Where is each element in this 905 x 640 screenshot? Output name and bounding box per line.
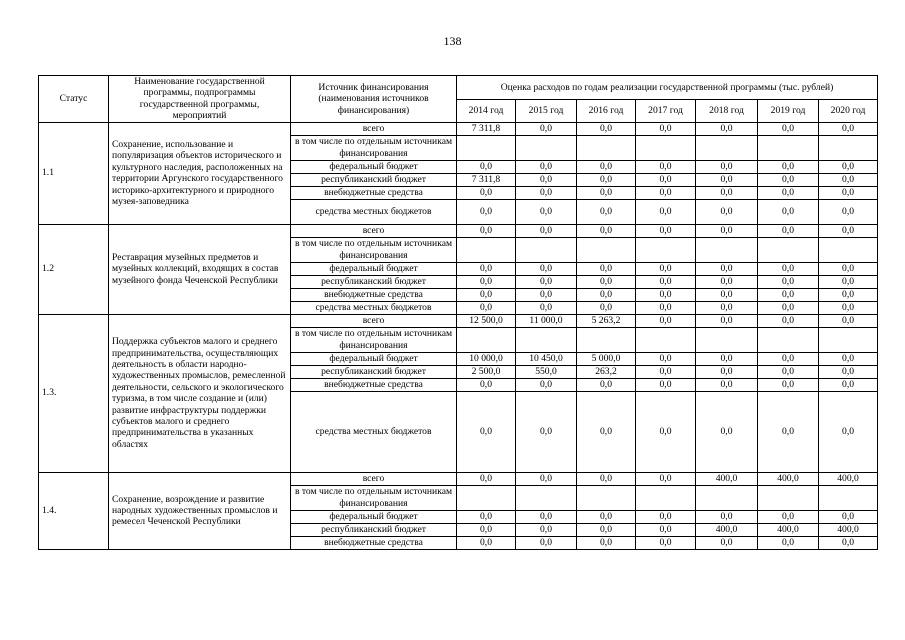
funding-source-cell: средства местных бюджетов [291,301,457,314]
funding-source-cell: внебюджетные средства [291,288,457,301]
value-cell: 0,0 [636,224,696,237]
funding-source-cell: средства местных бюджетов [291,391,457,472]
table-row [39,472,878,485]
value-cell: 0,0 [577,186,636,199]
value-cell [516,237,577,262]
value-cell: 0,0 [758,122,819,135]
value-cell: 0,0 [758,378,819,391]
value-cell: 5 000,0 [577,352,636,365]
value-cell: 0,0 [758,391,819,472]
value-cell: 400,0 [758,472,819,485]
value-cell: 0,0 [636,391,696,472]
value-cell: 0,0 [516,523,577,536]
value-cell: 400,0 [758,523,819,536]
value-cell: 0,0 [819,173,878,186]
value-cell: 0,0 [516,301,577,314]
header-year: 2015 год [516,99,577,122]
page-number: 138 [443,34,462,48]
value-cell: 0,0 [696,224,758,237]
value-cell: 0,0 [516,160,577,173]
value-cell: 0,0 [516,378,577,391]
header-year: 2020 год [819,99,878,122]
value-cell: 0,0 [516,199,577,224]
header-year: 2019 год [758,99,819,122]
program-name-cell: Сохранение, возрождение и развитие народных художественных промыслов и ремесел Чеченской Республики [109,472,291,549]
header-estimate: Оценка расходов по годам реализации государственной программы (тыс. рублей) [457,76,878,100]
value-cell: 10 000,0 [457,352,516,365]
value-cell: 0,0 [696,378,758,391]
value-cell: 0,0 [516,391,577,472]
value-cell [577,485,636,510]
funding-source-cell: в том числе по отдельным источникам финансирования [291,135,457,160]
value-cell [696,237,758,262]
table-body [39,122,878,549]
value-cell: 0,0 [758,510,819,523]
value-cell: 0,0 [636,160,696,173]
funding-source-cell: всего [291,314,457,327]
value-cell [577,237,636,262]
value-cell: 0,0 [577,391,636,472]
status-cell: 1.4. [39,472,109,549]
value-cell: 0,0 [819,186,878,199]
value-cell: 0,0 [577,199,636,224]
value-cell [457,485,516,510]
value-cell: 0,0 [758,262,819,275]
value-cell [758,485,819,510]
value-cell: 0,0 [577,536,636,549]
value-cell: 0,0 [819,365,878,378]
value-cell: 0,0 [516,224,577,237]
value-cell: 0,0 [636,352,696,365]
value-cell [696,485,758,510]
value-cell: 0,0 [819,301,878,314]
value-cell: 0,0 [758,199,819,224]
value-cell: 0,0 [457,186,516,199]
value-cell: 0,0 [758,288,819,301]
funding-source-cell: внебюджетные средства [291,186,457,199]
value-cell: 0,0 [457,472,516,485]
value-cell: 0,0 [696,186,758,199]
value-cell: 0,0 [516,510,577,523]
value-cell: 0,0 [696,536,758,549]
value-cell: 0,0 [636,262,696,275]
value-cell: 0,0 [636,199,696,224]
value-cell: 7 311,8 [457,173,516,186]
value-cell [577,327,636,352]
value-cell: 5 263,2 [577,314,636,327]
funding-source-cell: средства местных бюджетов [291,199,457,224]
value-cell: 0,0 [819,199,878,224]
value-cell: 0,0 [636,122,696,135]
value-cell: 0,0 [457,160,516,173]
value-cell: 0,0 [516,173,577,186]
value-cell: 0,0 [696,301,758,314]
value-cell: 0,0 [696,352,758,365]
program-name-cell: Сохранение, использование и популяризация объектов исторического и культурного наследия, расположенных на территории Аргунского государственного историко-архитектурного и природного музея-заповедника [109,122,291,224]
value-cell: 0,0 [457,523,516,536]
value-cell: 0,0 [758,186,819,199]
value-cell: 400,0 [819,472,878,485]
value-cell [636,485,696,510]
funding-source-cell: всего [291,224,457,237]
value-cell: 0,0 [819,288,878,301]
value-cell [636,327,696,352]
funding-source-cell: внебюджетные средства [291,378,457,391]
value-cell: 0,0 [758,314,819,327]
value-cell: 0,0 [636,173,696,186]
value-cell: 0,0 [758,365,819,378]
value-cell: 0,0 [457,224,516,237]
value-cell: 0,0 [636,523,696,536]
value-cell: 12 500,0 [457,314,516,327]
value-cell [516,327,577,352]
budget-table [38,75,878,550]
value-cell: 0,0 [636,365,696,378]
value-cell [516,485,577,510]
value-cell: 0,0 [696,314,758,327]
value-cell: 0,0 [819,536,878,549]
value-cell: 0,0 [819,391,878,472]
header-status: Статус [39,76,109,123]
value-cell: 0,0 [457,262,516,275]
value-cell: 0,0 [516,122,577,135]
value-cell: 0,0 [516,536,577,549]
value-cell: 0,0 [819,224,878,237]
value-cell: 0,0 [577,378,636,391]
value-cell: 0,0 [577,122,636,135]
value-cell [819,135,878,160]
value-cell: 0,0 [636,510,696,523]
value-cell: 0,0 [577,160,636,173]
value-cell: 0,0 [758,275,819,288]
value-cell [819,485,878,510]
value-cell [758,237,819,262]
value-cell: 2 500,0 [457,365,516,378]
value-cell: 0,0 [516,472,577,485]
value-cell: 0,0 [819,352,878,365]
header-year: 2018 год [696,99,758,122]
header-year: 2014 год [457,99,516,122]
value-cell: 0,0 [457,536,516,549]
value-cell: 0,0 [819,122,878,135]
value-cell: 0,0 [696,288,758,301]
value-cell: 0,0 [516,288,577,301]
value-cell: 0,0 [457,510,516,523]
funding-source-cell: республиканский бюджет [291,275,457,288]
table-row [39,314,878,327]
value-cell: 0,0 [636,472,696,485]
value-cell: 400,0 [819,523,878,536]
value-cell: 0,0 [636,378,696,391]
value-cell: 0,0 [577,523,636,536]
value-cell: 10 450,0 [516,352,577,365]
header-year: 2016 год [577,99,636,122]
value-cell: 0,0 [819,378,878,391]
funding-source-cell: внебюджетные средства [291,536,457,549]
table-row [39,122,878,135]
value-cell: 0,0 [516,186,577,199]
value-cell: 0,0 [457,288,516,301]
value-cell: 0,0 [636,301,696,314]
value-cell: 0,0 [457,301,516,314]
program-name-cell: Реставрация музейных предметов и музейных коллекций, входящих в состав музейного фонда Чеченской Республики [109,224,291,314]
funding-source-cell: федеральный бюджет [291,352,457,365]
value-cell [696,327,758,352]
value-cell: 263,2 [577,365,636,378]
funding-source-cell: всего [291,472,457,485]
table-row [39,224,878,237]
value-cell: 0,0 [819,275,878,288]
header-name: Наименование государственной программы, подпрограммы государственной программы, мероприятий [109,76,291,123]
value-cell: 0,0 [819,314,878,327]
value-cell: 0,0 [758,224,819,237]
status-cell: 1.2 [39,224,109,314]
value-cell: 400,0 [696,523,758,536]
value-cell: 0,0 [577,301,636,314]
value-cell: 0,0 [696,160,758,173]
header-year: 2017 год [636,99,696,122]
funding-source-cell: федеральный бюджет [291,510,457,523]
value-cell: 0,0 [577,224,636,237]
value-cell: 0,0 [457,199,516,224]
value-cell [758,135,819,160]
value-cell: 550,0 [516,365,577,378]
funding-source-cell: всего [291,122,457,135]
funding-source-cell: республиканский бюджет [291,365,457,378]
value-cell [457,237,516,262]
value-cell: 0,0 [696,122,758,135]
value-cell [819,327,878,352]
value-cell: 0,0 [457,275,516,288]
value-cell [457,327,516,352]
value-cell: 400,0 [696,472,758,485]
value-cell: 0,0 [696,262,758,275]
value-cell: 0,0 [636,536,696,549]
value-cell [636,135,696,160]
value-cell [819,237,878,262]
value-cell [516,135,577,160]
value-cell: 0,0 [758,536,819,549]
value-cell: 0,0 [636,275,696,288]
program-name-cell: Поддержка субъектов малого и среднего предпринимательства, осуществляющих деятельность в области народно-художественных промыслов, ремесленной деятельности, сельского и экологического туризма, в том числе создание и (или) развитие инфраструктуры поддержки субъектов малого и среднего предпринимательства в указанных областях [109,314,291,472]
value-cell: 7 311,8 [457,122,516,135]
value-cell: 0,0 [577,262,636,275]
value-cell: 0,0 [819,160,878,173]
value-cell: 0,0 [758,173,819,186]
value-cell: 0,0 [516,262,577,275]
value-cell: 0,0 [696,510,758,523]
value-cell: 0,0 [516,275,577,288]
value-cell: 11 000,0 [516,314,577,327]
funding-source-cell: в том числе по отдельным источникам финансирования [291,485,457,510]
value-cell: 0,0 [819,262,878,275]
value-cell: 0,0 [758,352,819,365]
value-cell: 0,0 [577,510,636,523]
funding-source-cell: республиканский бюджет [291,523,457,536]
value-cell: 0,0 [758,301,819,314]
value-cell: 0,0 [577,472,636,485]
value-cell: 0,0 [457,391,516,472]
value-cell: 0,0 [696,391,758,472]
status-cell: 1.3. [39,314,109,472]
value-cell: 0,0 [636,314,696,327]
funding-source-cell: федеральный бюджет [291,160,457,173]
funding-source-cell: в том числе по отдельным источникам финансирования [291,327,457,352]
value-cell [636,237,696,262]
funding-source-cell: в том числе по отдельным источникам финансирования [291,237,457,262]
value-cell [696,135,758,160]
value-cell: 0,0 [819,510,878,523]
value-cell [577,135,636,160]
value-cell [457,135,516,160]
value-cell: 0,0 [696,199,758,224]
value-cell [758,327,819,352]
value-cell: 0,0 [577,173,636,186]
funding-source-cell: федеральный бюджет [291,262,457,275]
table-header [39,76,878,123]
value-cell: 0,0 [457,378,516,391]
status-cell: 1.1 [39,122,109,224]
value-cell: 0,0 [577,275,636,288]
value-cell: 0,0 [696,275,758,288]
value-cell: 0,0 [636,288,696,301]
header-source: Источник финансирования (наименования источников финансирования) [291,76,457,123]
funding-source-cell: республиканский бюджет [291,173,457,186]
value-cell: 0,0 [696,173,758,186]
value-cell: 0,0 [696,365,758,378]
value-cell: 0,0 [758,160,819,173]
value-cell: 0,0 [577,288,636,301]
value-cell: 0,0 [636,186,696,199]
